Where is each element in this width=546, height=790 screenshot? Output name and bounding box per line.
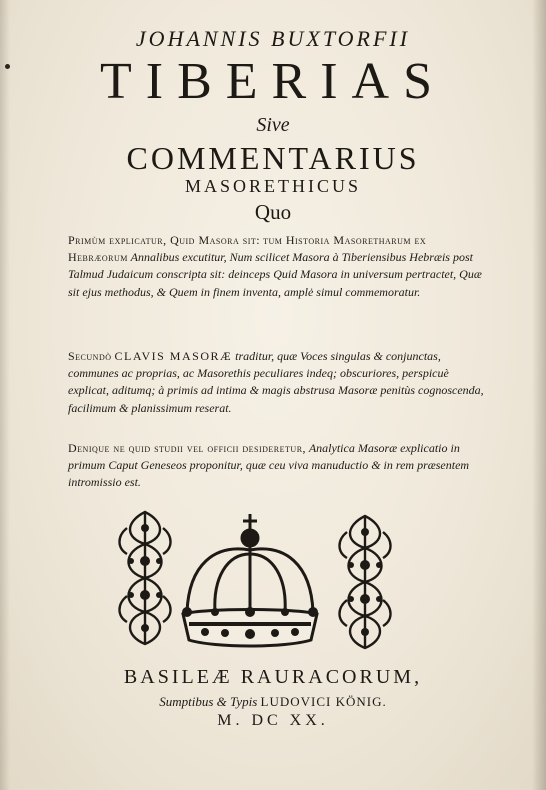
imprint-city: BASILEÆ RAURACORUM,	[123, 666, 423, 688]
para1-line2: tum Historia Masoretharum ex Hebræorum	[68, 233, 427, 265]
imprint-printer	[0, 694, 546, 710]
imprint-printer-name: LUDOVICI KÖNIG.	[260, 694, 387, 709]
para2-lead: Secundò	[68, 349, 112, 363]
para2-caps: CLAVIS MASORÆ	[114, 349, 233, 363]
author-name: JOHANNIS BUXTORFII	[135, 26, 411, 51]
right-floral-ornament-icon	[333, 512, 397, 652]
subtitle-line-2: MASORETHICUS	[184, 176, 362, 196]
description-paragraph-2	[68, 348, 488, 417]
para1-lead: Primùm explicatur, Quid Masora sit:	[68, 233, 261, 247]
quo-line: Quo	[254, 200, 292, 224]
para2-text: traditur, quæ Voces singulas & conjunctas, communes ac proprias, ac Masorethis peculiares indeq; obscuriores, perspicuè explicat, aditumq; à primis ad intima & magis abstrusa Masoræ penitùs cognoscenda, facilimum & planissimum reserat.	[68, 349, 484, 415]
para3-lead: Denique ne quid studii vel officii desideretur,	[68, 441, 307, 455]
para1-text: Annalibus excutitur, Num scilicet Masora à Tiberiensibus Hebræis post Talmud Judaicum conscripta sit: deinceps Quid Masora in universum pertractet, Quæ sit ejus methodus, & Quem in finem inventa, amplė simul commemoratur.	[68, 250, 482, 299]
description-paragraph-3	[68, 440, 488, 492]
left-floral-ornament-icon	[113, 508, 177, 648]
book-title: TIBERIAS	[100, 53, 446, 110]
crown-icon	[175, 512, 325, 652]
sive-connector: Sive	[256, 114, 290, 136]
subtitle-line-1: COMMENTARIUS	[126, 140, 420, 176]
imprint-year: M. DC XX.	[217, 712, 329, 729]
imprint-printer-prefix: Sumptibus & Typis	[159, 694, 258, 709]
description-paragraph-1	[68, 232, 488, 301]
para3-text: Analytica Masoræ explicatio in primum Caput Geneseos proponitur, quæ ceu viva manuductio & in rem præsentem intromissio est.	[68, 441, 470, 490]
